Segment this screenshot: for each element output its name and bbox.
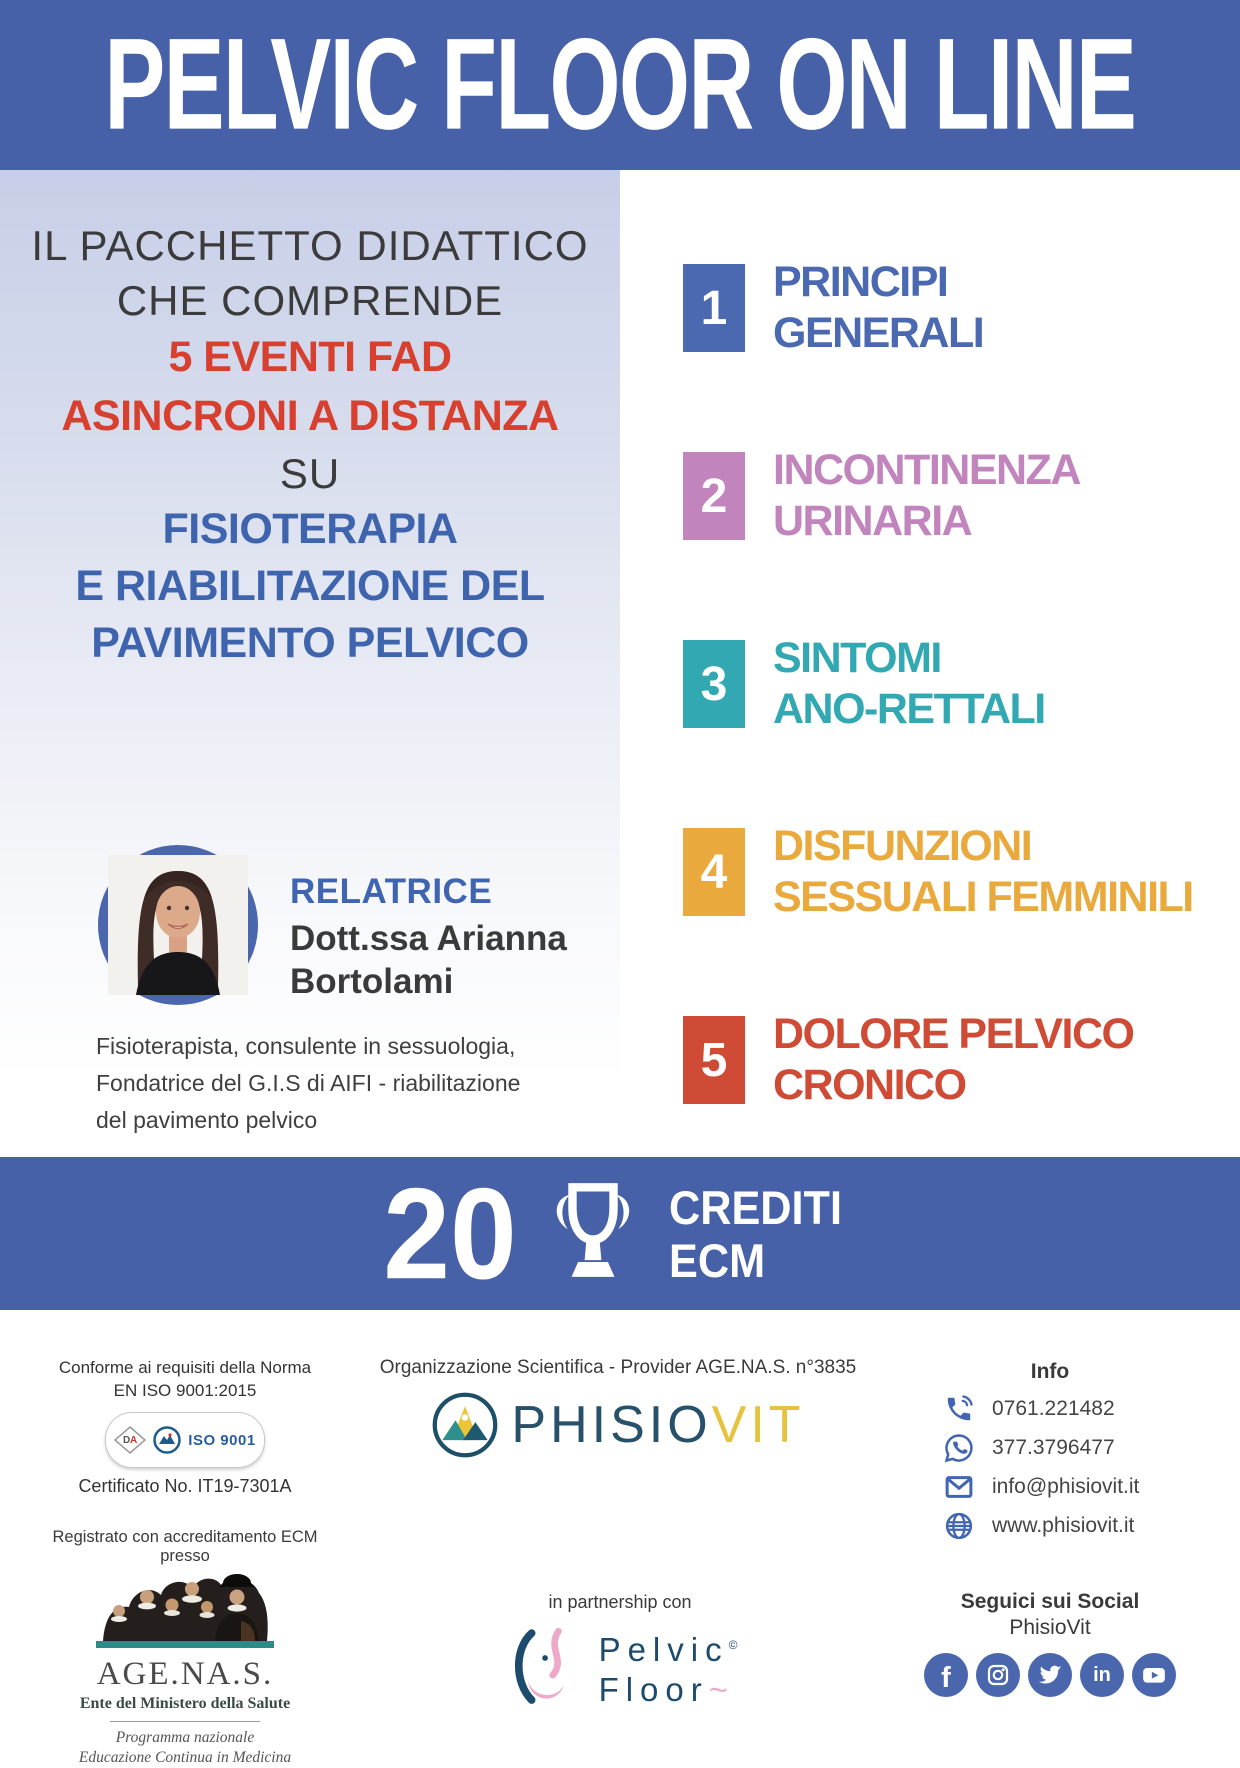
topic-item	[683, 633, 1045, 735]
email-address: info@phisiovit.it	[992, 1475, 1140, 1498]
phisiovit-mountain-icon	[431, 1391, 499, 1459]
pelvic-floor-torso-icon	[503, 1627, 589, 1709]
ecm-accreditation-block	[30, 1528, 340, 1768]
info-block	[930, 1360, 1170, 1550]
topic-label: DISFUNZIONI SESSUALI FEMMINILI	[773, 822, 1193, 921]
speaker-avatar	[108, 855, 248, 995]
intro-highlight-red: ASINCRONI A DISTANZA	[61, 392, 559, 440]
social-handle: PhisioVit	[1009, 1616, 1091, 1639]
youtube-icon[interactable]	[1132, 1653, 1176, 1697]
credits-banner	[0, 1157, 1240, 1310]
agenas-subtitle: Ente del Ministero della Salute	[79, 1695, 291, 1712]
divider	[110, 1721, 260, 1722]
speaker-role: RELATRICE	[290, 872, 493, 911]
speaker-name: Dott.ssa Arianna Bortolami	[290, 919, 567, 1001]
topic-label: PRINCIPI GENERALI	[773, 258, 984, 357]
topic-number-box: 3	[683, 640, 745, 728]
pelvic-floor-wordmark: Pelvic© Floor~	[598, 1631, 738, 1708]
topic-label: INCONTINENZA URINARIA	[773, 446, 1080, 545]
partnership-label: in partnership con	[548, 1592, 692, 1612]
phone-icon	[944, 1394, 974, 1424]
instagram-icon[interactable]	[976, 1653, 1020, 1697]
organization-label: Organizzazione Scientifica - Provider AGE.NA.S. n°3835	[379, 1357, 857, 1378]
whatsapp-icon	[944, 1433, 974, 1463]
da-diamond-icon	[114, 1426, 146, 1454]
intro-highlight-blue: E RIABILITAZIONE DEL	[75, 562, 545, 610]
trophy-icon	[545, 1178, 641, 1290]
pelvic-floor-logo	[420, 1625, 820, 1710]
topic-item	[683, 1009, 1133, 1111]
intro-line: IL PACCHETTO DIDATTICO	[31, 222, 589, 269]
iso-certification	[40, 1356, 330, 1497]
whatsapp-row	[930, 1433, 1170, 1463]
topic-number-box: 2	[683, 452, 745, 540]
organization-block	[368, 1357, 868, 1459]
iso-certificate-number: Certificato No. IT19-7301A	[78, 1476, 292, 1496]
accreditation-circle-icon	[153, 1426, 181, 1454]
linkedin-icon[interactable]: in	[1080, 1653, 1124, 1697]
iso-badge	[105, 1412, 265, 1468]
credits-number: 20	[383, 1161, 517, 1306]
intro-highlight-blue: PAVIMENTO PELVICO	[91, 619, 529, 667]
ecm-label: Registrato con accreditamento ECM presso	[52, 1528, 318, 1565]
website-row	[930, 1511, 1170, 1541]
topic-item	[683, 257, 983, 359]
topic-item	[683, 821, 1193, 923]
agenas-name: AGE.NA.S.	[96, 1656, 274, 1692]
svg-text:A: A	[130, 1435, 138, 1446]
twitter-icon[interactable]	[1028, 1653, 1072, 1697]
intro-panel	[0, 170, 620, 1157]
whatsapp-number: 377.3796477	[992, 1436, 1115, 1459]
topic-number-box: 4	[683, 828, 745, 916]
topic-number-box: 5	[683, 1016, 745, 1104]
anatomy-lesson-painting	[95, 1571, 275, 1641]
agenas-teal-bar	[96, 1641, 274, 1648]
intro-connector: SU	[279, 450, 341, 497]
iso-badge-label: ISO 9001	[188, 1431, 256, 1449]
agenas-program: Programma nazionale Educazione Continua in Medicina	[78, 1729, 292, 1766]
intro-line: CHE COMPRENDE	[116, 277, 504, 324]
topic-label: DOLORE PELVICO CRONICO	[773, 1010, 1134, 1109]
intro-highlight-blue: FISIOTERAPIA	[162, 505, 458, 553]
speaker-bio: Fisioterapista, consulente in sessuologia, Fondatrice del G.I.S di AIFI - riabilitazione del pavimento pelvico	[96, 1033, 521, 1133]
iso-text: EN ISO 9001:2015	[113, 1381, 257, 1400]
social-icons-row	[920, 1653, 1180, 1697]
page-title: PELVIC FLOOR ON LINE	[104, 11, 1136, 157]
topic-item	[683, 445, 1080, 547]
phone-row	[930, 1394, 1170, 1424]
speaker-meta	[290, 872, 567, 1003]
facebook-icon[interactable]: f	[924, 1653, 968, 1697]
globe-icon	[944, 1511, 974, 1541]
email-icon	[944, 1472, 974, 1502]
info-title: Info	[1030, 1360, 1070, 1383]
phone-number: 0761.221482	[992, 1397, 1115, 1420]
iso-text: Conforme ai requisiti della Norma	[58, 1358, 312, 1377]
speaker-photo	[98, 845, 258, 1005]
credits-label: CREDITI ECM	[668, 1180, 842, 1287]
social-title: Seguici sui Social	[960, 1590, 1140, 1613]
phisiovit-wordmark: PHISIOVIT	[511, 1396, 805, 1454]
topic-label: SINTOMI ANO-RETTALI	[773, 634, 1045, 733]
topic-number-box: 1	[683, 264, 745, 352]
website-url: www.phisiovit.it	[992, 1514, 1135, 1537]
phisiovit-logo	[368, 1391, 868, 1459]
partnership-block	[420, 1592, 820, 1710]
social-block	[920, 1590, 1180, 1697]
email-row	[930, 1472, 1170, 1502]
svg-text:D: D	[123, 1435, 131, 1446]
intro-text	[20, 218, 600, 672]
header-banner	[0, 0, 1240, 170]
intro-highlight-red: 5 EVENTI FAD	[168, 333, 452, 381]
